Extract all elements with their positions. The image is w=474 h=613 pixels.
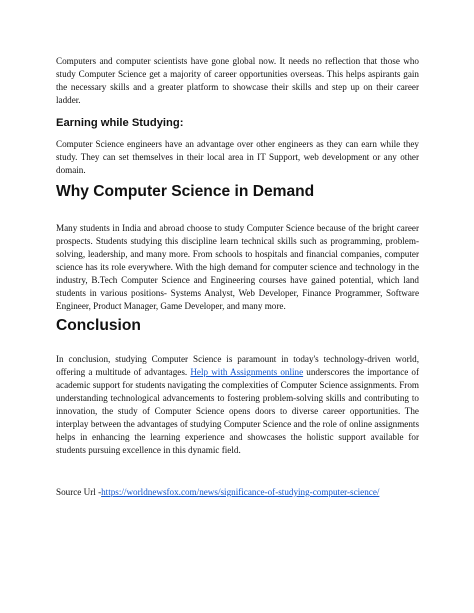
source-line (56, 486, 419, 499)
conclusion-paragraph (56, 353, 419, 457)
source-label: Source Url - (56, 487, 102, 497)
earning-heading: Earning while Studying: (56, 117, 184, 129)
conclusion-text-part2: underscores the importance of academic support for students navigating the complexities of Computer Science assignments. From understanding technological advancements to fostering problem-solving skills and contributing to innovation, the study of Computer Science opens doors to diverse career opportunities. The interplay between the advantages of studying Computer Science and the role of online assignments helps in enhancing the learning experience and showcases the holistic support available for students pursuing excellence in this dynamic field. (56, 367, 420, 455)
demand-paragraph: Many students in India and abroad choose to study Computer Science because of the bright career prospects. Students studying this discipline learn technical skills such as programming, problem-solving, leadership, and many more. From schools to hospitals and financial companies, computer science has its role everywhere. With the high demand for computer science and technology in the industry, B.Tech Computer Science and Engineering courses have gained potential, which land students in various positions- Systems Analyst, Web Developer, Finance Programmer, Software Engineer, Product Manager, Game Developer, and many more. (56, 223, 419, 311)
conclusion-text-part1: In conclusion, studying Computer Science is paramount in today's technology-driven world, offering a multitude of advantages. (56, 354, 419, 377)
conclusion-heading: Conclusion (56, 317, 141, 334)
intro-paragraph: Computers and computer scientists have gone global now. It needs no reflection that those who study Computer Science get a majority of career opportunities overseas. This helps aspirants gain the necessary skills and a greater platform to showcase their skills and step up on their career ladder. (56, 56, 419, 105)
help-with-assignments-link[interactable]: Help with Assignments online (190, 367, 304, 377)
earning-paragraph: Computer Science engineers have an advantage over other engineers as they can earn while they study. They can set themselves in their local area in IT Support, web development or any other domain. (56, 139, 419, 175)
source-url-link[interactable]: https://worldnewsfox.com/news/significance-of-studying-computer-science/ (101, 487, 380, 497)
demand-heading: Why Computer Science in Demand (56, 183, 315, 200)
